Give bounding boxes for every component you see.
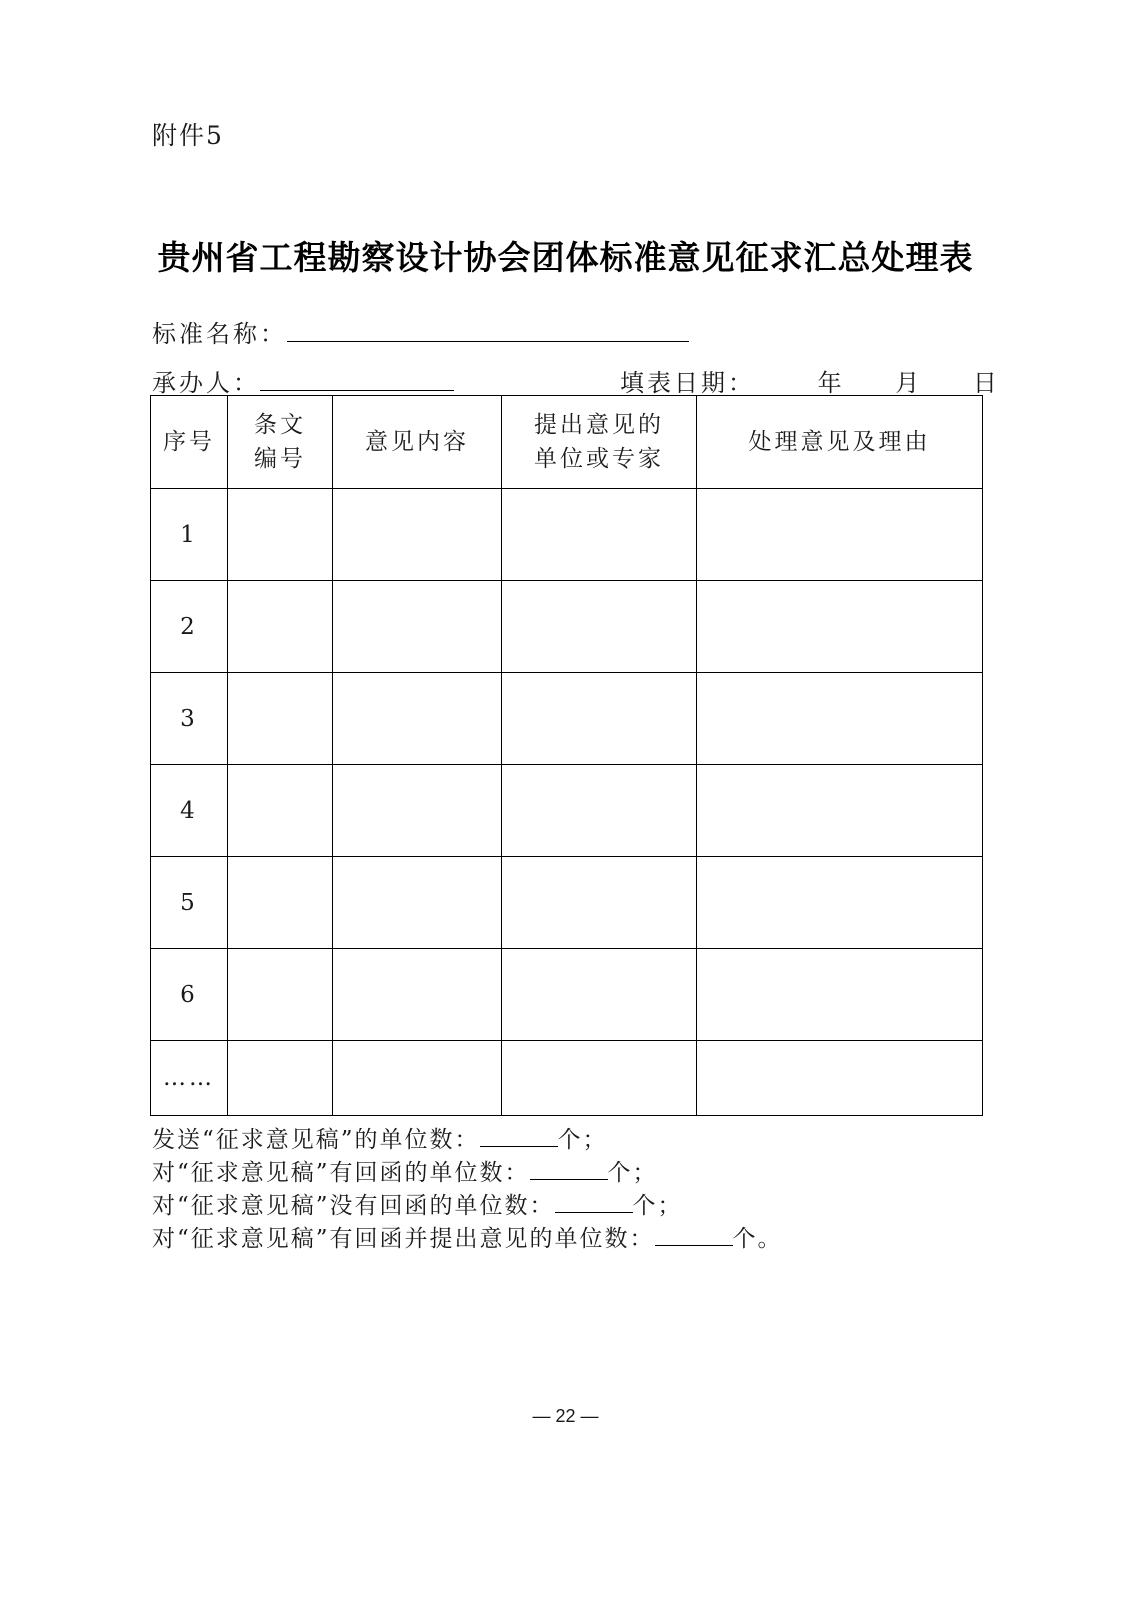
proposer-cell[interactable]: [502, 673, 697, 765]
summary-notes: [152, 1124, 783, 1256]
clause-cell[interactable]: [228, 1041, 333, 1116]
proposer-cell[interactable]: [502, 1041, 697, 1116]
proposer-cell[interactable]: [502, 489, 697, 581]
col-header-clause: [228, 396, 333, 489]
table-row: [151, 673, 983, 765]
content-cell[interactable]: [333, 1041, 502, 1116]
summary-table: [150, 395, 983, 1116]
proposer-cell[interactable]: [502, 765, 697, 857]
handling-cell[interactable]: [697, 1041, 983, 1116]
clause-cell[interactable]: [228, 949, 333, 1041]
proposer-cell[interactable]: [502, 949, 697, 1041]
row-number: 5: [151, 857, 228, 949]
note-with-opinion-unit: 个。: [732, 1226, 783, 1252]
note-no-reply-count: [152, 1190, 783, 1223]
proposer-cell[interactable]: [502, 581, 697, 673]
table-header-row: [151, 396, 983, 489]
col-header-clause-text: 条文 编号: [254, 412, 306, 472]
table-row: [151, 1041, 983, 1116]
clause-cell[interactable]: [228, 581, 333, 673]
col-header-proposer-text: 提出意见的 单位或专家: [534, 412, 664, 472]
note-with-opinion-count: [152, 1223, 783, 1256]
col-header-proposer: [502, 396, 697, 489]
fill-date-label: 填表日期：: [620, 369, 755, 397]
clause-cell[interactable]: [228, 489, 333, 581]
content-cell[interactable]: [333, 673, 502, 765]
standard-name-field: [152, 314, 689, 349]
content-cell[interactable]: [333, 765, 502, 857]
handler-field: [152, 363, 454, 398]
year-label: 年: [817, 369, 845, 397]
handler-blank[interactable]: [260, 368, 454, 391]
row-number: 4: [151, 765, 228, 857]
row-number: ……: [151, 1041, 228, 1116]
table-row: [151, 949, 983, 1041]
note-with-opinion-label: 对“征求意见稿”有回函并提出意见的单位数：: [152, 1226, 655, 1252]
note-sent-unit: 个；: [557, 1127, 608, 1153]
proposer-cell[interactable]: [502, 857, 697, 949]
handler-label: 承办人：: [152, 369, 260, 397]
standard-name-label: 标准名称：: [152, 320, 287, 348]
document-title: 贵州省工程勘察设计协会团体标准意见征求汇总处理表: [157, 238, 974, 277]
content-cell[interactable]: [333, 489, 502, 581]
handling-cell[interactable]: [697, 673, 983, 765]
content-cell[interactable]: [333, 581, 502, 673]
table-row: [151, 857, 983, 949]
row-number: 2: [151, 581, 228, 673]
row-number: 6: [151, 949, 228, 1041]
fill-date-field: [620, 363, 1000, 398]
standard-name-blank[interactable]: [287, 319, 689, 342]
handling-cell[interactable]: [697, 489, 983, 581]
handling-cell[interactable]: [697, 765, 983, 857]
no-reply-count-blank[interactable]: [555, 1190, 633, 1213]
table-row: [151, 581, 983, 673]
row-number: 1: [151, 489, 228, 581]
note-sent-label: 发送“征求意见稿”的单位数：: [152, 1127, 480, 1153]
attachment-label: 附件5: [152, 121, 224, 150]
clause-cell[interactable]: [228, 765, 333, 857]
note-replied-label: 对“征求意见稿”有回函的单位数：: [152, 1160, 530, 1186]
content-cell[interactable]: [333, 857, 502, 949]
clause-cell[interactable]: [228, 673, 333, 765]
table-row: [151, 765, 983, 857]
note-sent-count: [152, 1124, 783, 1157]
sent-count-blank[interactable]: [480, 1124, 558, 1147]
content-cell[interactable]: [333, 949, 502, 1041]
col-header-handling: 处理意见及理由: [697, 396, 983, 489]
replied-count-blank[interactable]: [530, 1157, 608, 1180]
row-number: 3: [151, 673, 228, 765]
col-header-seq: 序号: [151, 396, 228, 489]
col-header-content: 意见内容: [333, 396, 502, 489]
note-no-reply-unit: 个；: [632, 1193, 683, 1219]
with-opinion-count-blank[interactable]: [655, 1223, 733, 1246]
handling-cell[interactable]: [697, 857, 983, 949]
month-label: 月: [895, 369, 923, 397]
table-row: [151, 489, 983, 581]
handling-cell[interactable]: [697, 581, 983, 673]
note-replied-count: [152, 1157, 783, 1190]
note-no-reply-label: 对“征求意见稿”没有回函的单位数：: [152, 1193, 555, 1219]
clause-cell[interactable]: [228, 857, 333, 949]
note-replied-unit: 个；: [607, 1160, 658, 1186]
handling-cell[interactable]: [697, 949, 983, 1041]
page-number: — 22 —: [532, 1406, 599, 1426]
day-label: 日: [972, 369, 1000, 397]
